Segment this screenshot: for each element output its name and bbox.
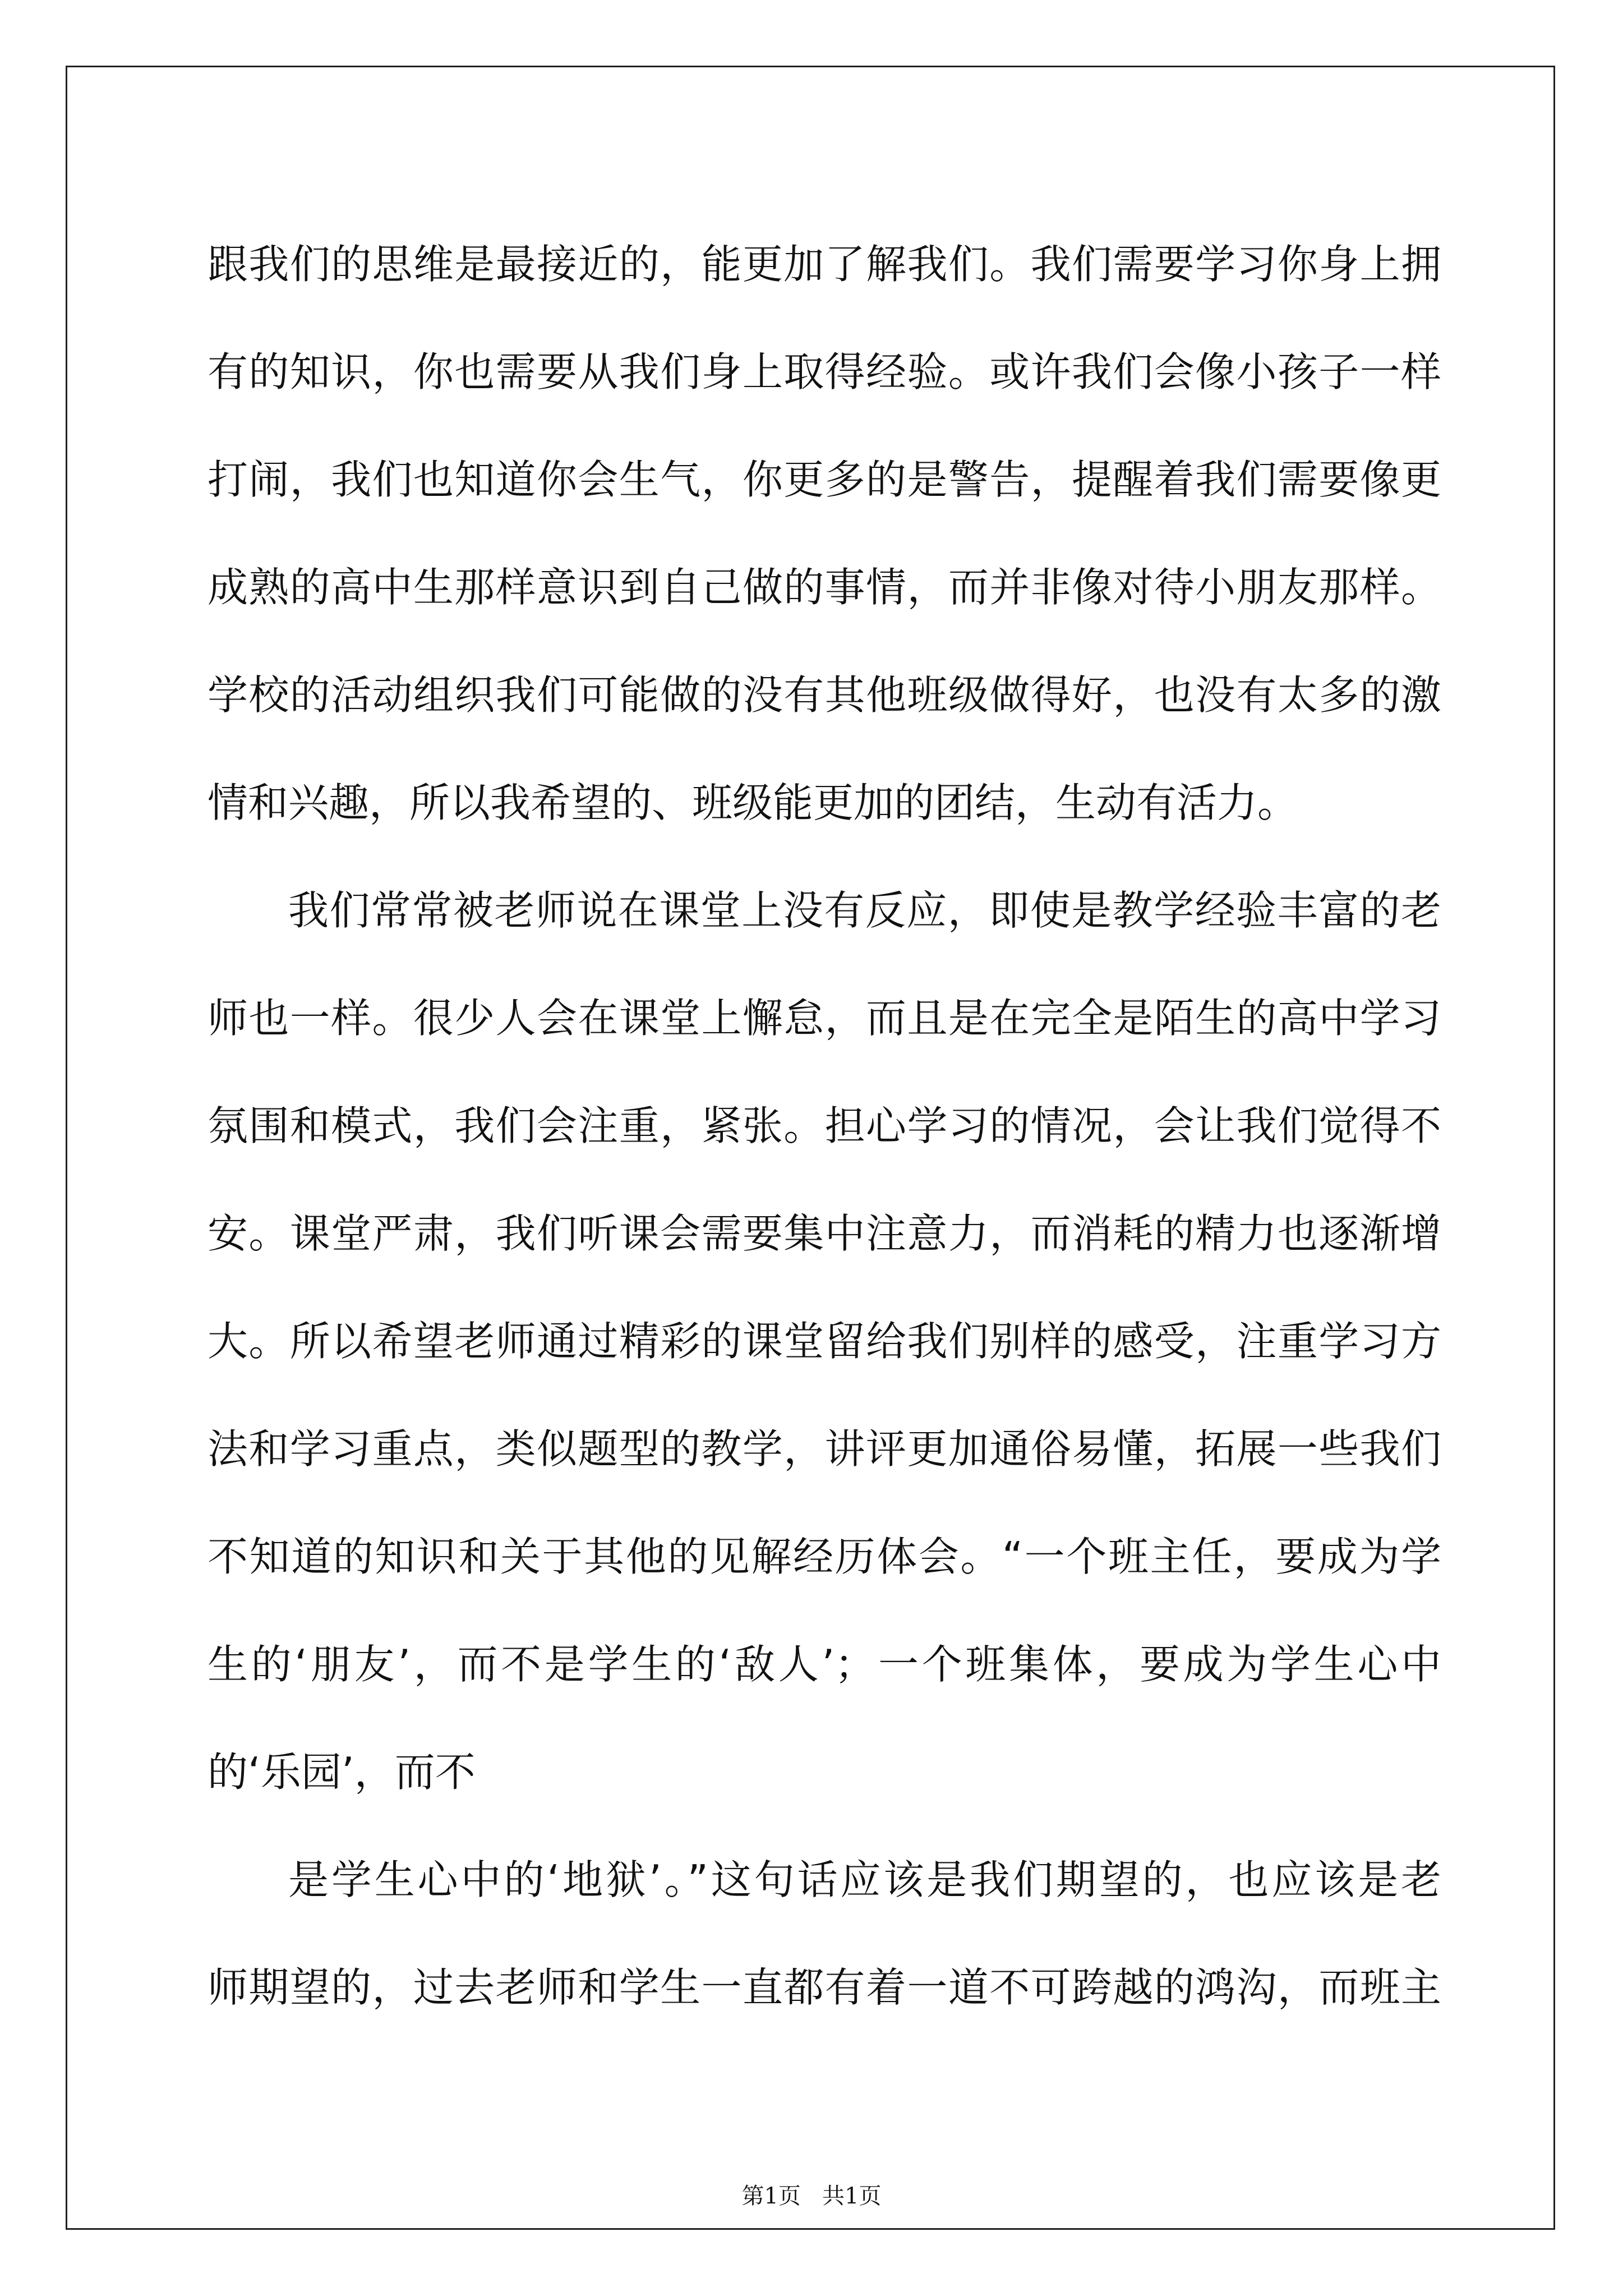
text-line: 师期望的，过去老师和学生一直都有着一道不可跨越的鸿沟，而班主	[208, 1964, 1441, 2011]
text-line: 跟我们的思维是最接近的，能更加了解我们。我们需要学习你身上拥	[208, 241, 1441, 288]
page-number-footer: 第1页 共1页	[741, 2183, 882, 2209]
text-line: 的‘乐园’，而不	[208, 1749, 476, 1796]
document-body	[208, 210, 1441, 2041]
text-line: 我们常常被老师说在课堂上没有反应，即使是教学经验丰富的老	[288, 887, 1441, 934]
text-line: 大。所以希望老师通过精彩的课堂留给我们别样的感受，注重学习方	[208, 1318, 1441, 1365]
text-line: 学校的活动组织我们可能做的没有其他班级做得好，也没有太多的激	[208, 671, 1441, 719]
text-line: 氛围和模式，我们会注重，紧张。担心学习的情况，会让我们觉得不	[208, 1102, 1441, 1149]
text-line: 成熟的高中生那样意识到自己做的事情，而并非像对待小朋友那样。	[208, 564, 1441, 611]
text-line: 打闹，我们也知道你会生气，你更多的是警告，提醒着我们需要像更	[208, 456, 1441, 503]
text-line: 法和学习重点，类似题型的教学，讲评更加通俗易懂，拓展一些我们	[208, 1425, 1441, 1473]
text-line: 有的知识，你也需要从我们身上取得经验。或许我们会像小孩子一样	[208, 348, 1441, 395]
text-line: 生的‘朋友’，而不是学生的‘敌人’；一个班集体，要成为学生心中	[208, 1641, 1441, 1688]
text-line: 师也一样。很少人会在课堂上懈怠，而且是在完全是陌生的高中学习	[208, 995, 1441, 1042]
text-line: 是学生心中的‘地狱’。”这句话应该是我们期望的，也应该是老	[288, 1856, 1441, 1903]
text-line: 不知道的知识和关于其他的见解经历体会。“一个班主任，要成为学	[208, 1533, 1441, 1580]
text-line: 安。课堂严肃，我们听课会需要集中注意力，而消耗的精力也逐渐增	[208, 1210, 1441, 1257]
text-line: 情和兴趣，所以我希望的、班级能更加的团结，生动有活力。	[208, 779, 1298, 826]
